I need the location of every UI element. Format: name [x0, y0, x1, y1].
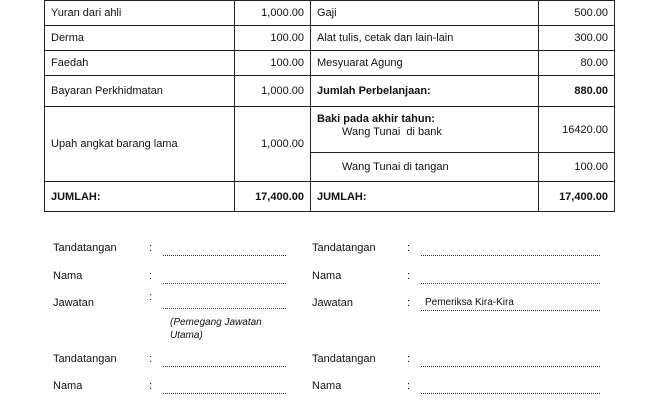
- income-label: Bayaran Perkhidmatan: [45, 76, 235, 107]
- bank-cash-label: Wang Tunai di bank: [342, 126, 442, 138]
- bank-cash-amount: 16420.00: [539, 107, 615, 153]
- balance-title: Baki pada akhir tahun:: [317, 113, 435, 125]
- total-expense-final-amount: 17,400.00: [539, 182, 615, 212]
- table-row: [45, 107, 615, 153]
- expense-amount: 80.00: [539, 51, 615, 76]
- colon: :: [407, 242, 411, 254]
- position-note: (Pemegang Jawatan Utama): [170, 317, 262, 341]
- table-row: [45, 76, 615, 107]
- position-line: [163, 308, 286, 309]
- income-label: Derma: [45, 26, 235, 51]
- table-row: [45, 51, 615, 76]
- colon: :: [149, 242, 153, 254]
- table-row: [45, 1, 615, 26]
- expense-amount: 500.00: [539, 1, 615, 26]
- colon: :: [149, 353, 153, 365]
- colon: :: [149, 380, 153, 392]
- table-row: [45, 26, 615, 51]
- signature-label: Tandatangan: [312, 353, 376, 365]
- colon: :: [407, 353, 411, 365]
- income-amount: 100.00: [235, 51, 311, 76]
- income-label: Yuran dari ahli: [45, 1, 235, 26]
- financial-statement-table: [44, 0, 615, 212]
- total-expense-amount: 880.00: [539, 76, 615, 107]
- hand-cash-label: Wang Tunai di tangan: [311, 153, 539, 182]
- income-amount: 1,000.00: [235, 1, 311, 26]
- name-line: [163, 393, 286, 394]
- position-label: Jawatan: [53, 297, 94, 309]
- balance-cell: [311, 107, 539, 153]
- colon: :: [149, 291, 153, 303]
- position-line: [421, 310, 600, 311]
- signature-line: [163, 255, 286, 256]
- colon: :: [407, 380, 411, 392]
- colon: :: [407, 297, 411, 309]
- signature-line: [163, 366, 286, 367]
- colon: :: [149, 270, 153, 282]
- income-amount: 100.00: [235, 26, 311, 51]
- income-label: Upah angkat barang lama: [45, 107, 235, 182]
- income-amount: 1,000.00: [235, 107, 311, 182]
- name-label: Nama: [53, 380, 83, 392]
- colon: :: [407, 270, 411, 282]
- name-label: Nama: [312, 380, 342, 392]
- name-label: Nama: [53, 270, 83, 282]
- name-line: [163, 283, 286, 284]
- position-value: Pemeriksa Kira-Kira: [425, 297, 514, 308]
- name-label: Nama: [312, 270, 342, 282]
- signature-label: Tandatangan: [312, 242, 376, 254]
- total-expense-label: Jumlah Perbelanjaan:: [311, 76, 539, 107]
- total-income-label: JUMLAH:: [45, 182, 235, 212]
- total-income-amount: 17,400.00: [235, 182, 311, 212]
- name-line: [421, 393, 600, 394]
- signature-line: [421, 366, 600, 367]
- expense-label: Alat tulis, cetak dan lain-lain: [311, 26, 539, 51]
- expense-amount: 300.00: [539, 26, 615, 51]
- name-line: [421, 283, 600, 284]
- total-expense-final-label: JUMLAH:: [311, 182, 539, 212]
- signature-label: Tandatangan: [53, 353, 117, 365]
- hand-cash-amount: 100.00: [539, 153, 615, 182]
- income-amount: 1,000.00: [235, 76, 311, 107]
- expense-label: Gaji: [311, 1, 539, 26]
- position-label: Jawatan: [312, 297, 353, 309]
- table-row: [45, 182, 615, 212]
- expense-label: Mesyuarat Agung: [311, 51, 539, 76]
- signature-line: [421, 255, 600, 256]
- income-label: Faedah: [45, 51, 235, 76]
- signature-label: Tandatangan: [53, 242, 117, 254]
